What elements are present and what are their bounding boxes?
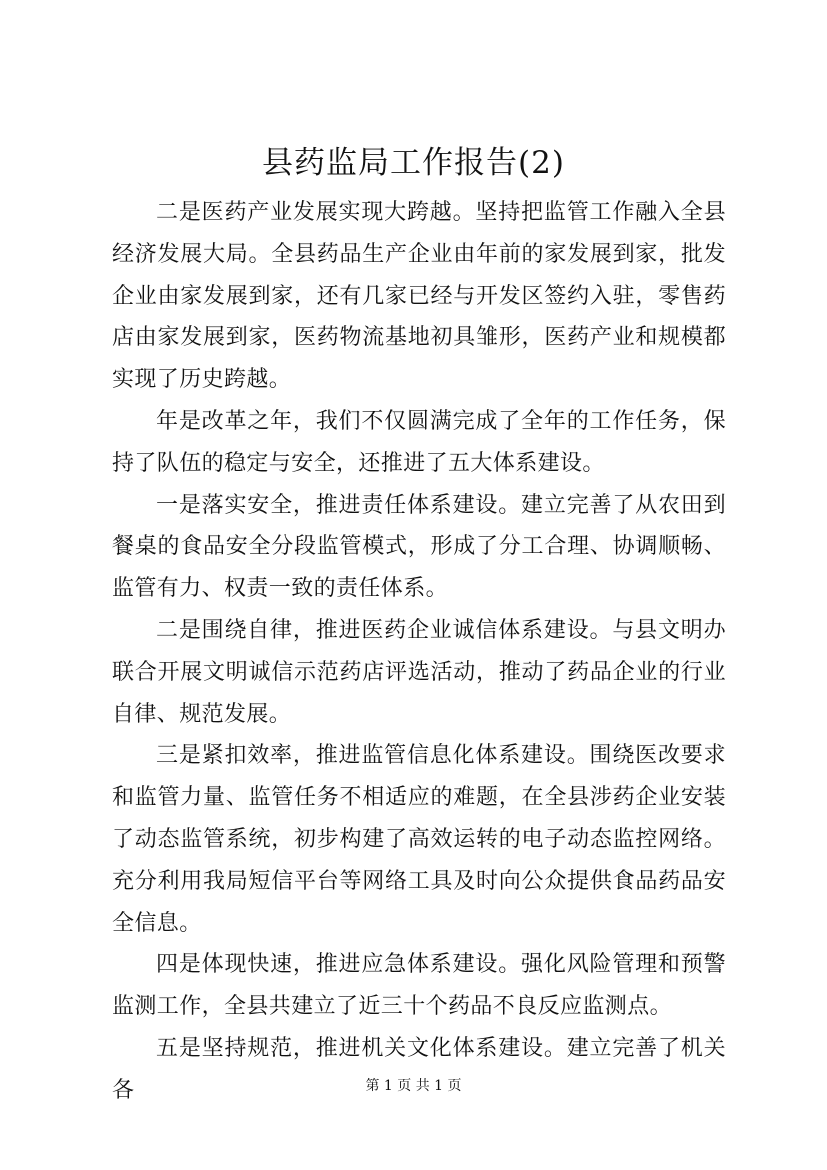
paragraph: 年是改革之年，我们不仅圆满完成了全年的工作任务，保持了队伍的稳定与安全，还推进了五大体系建设。 (112, 408, 726, 476)
document-title: 县药监局工作报告(2) (262, 145, 565, 181)
paragraph: 三是紧扣效率，推进监管信息化体系建设。围绕医改要求和监管力量、监管任务不相适应的难题，在全县涉药企业安装了动态监管系统，初步构建了高效运转的电子动态监控网络。充分利用我局短信平台等网络工具及时向公众提供食品药品安全信息。 (112, 743, 726, 936)
paragraph: 一是落实安全，推进责任体系建设。建立完善了从农田到餐桌的食品安全分段监管模式，形成了分工合理、协调顺畅、监管有力、权责一致的责任体系。 (112, 492, 726, 602)
paragraph: 五是坚持规范，推进机关文化体系建设。建立完善了机关各 (112, 1035, 726, 1103)
page-footer: 第 1 页 共 1 页 (365, 1078, 462, 1094)
paragraph: 四是体现快速，推进应急体系建设。强化风险管理和预警监测工作，全县共建立了近三十个药品不良反应监测点。 (112, 952, 726, 1020)
document-body (112, 192, 726, 1112)
paragraph: 二是医药产业发展实现大跨越。坚持把监管工作融入全县经济发展大局。全县药品生产企业由年前的家发展到家，批发企业由家发展到家，还有几家已经与开发区签约入驻，零售药店由家发展到家，医药物流基地初具雏形，医药产业和规模都实现了历史跨越。 (112, 200, 726, 393)
paragraph: 二是围绕自律，推进医药企业诚信体系建设。与县文明办联合开展文明诚信示范药店评选活动，推动了药品企业的行业自律、规范发展。 (112, 617, 726, 727)
